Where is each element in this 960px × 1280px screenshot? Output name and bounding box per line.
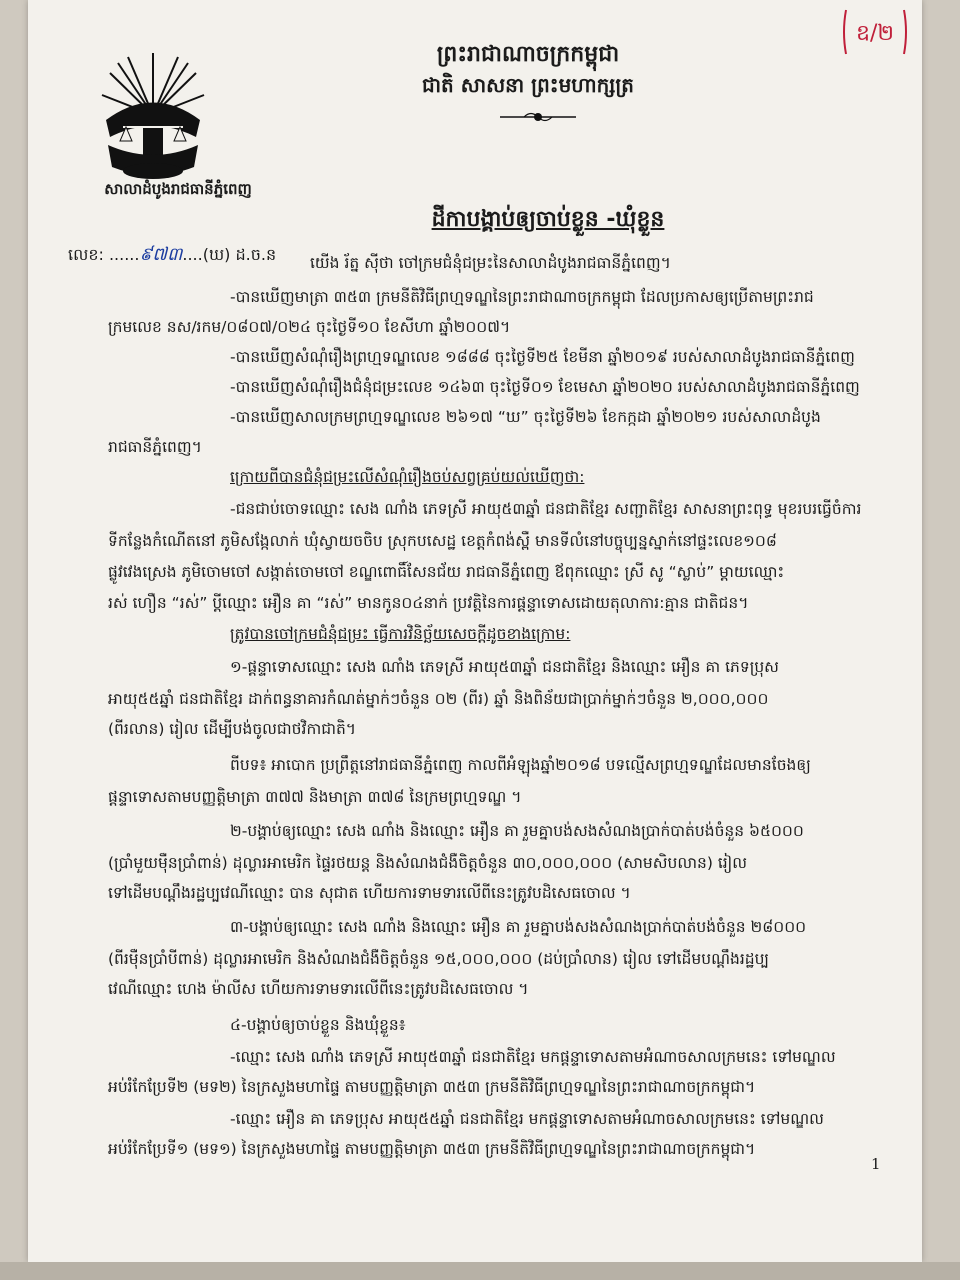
- text-line: ទៅដើមបណ្តឹងរដ្ឋប្បវេណីឈ្មោះ បាន សុជាត ហើយការទាមទារលើពីនេះត្រូវបដិសេធចោល ។: [108, 884, 631, 902]
- text-line: -ឈ្មោះ អឿន គា ភេទប្រុស អាយុ៥៥ឆ្នាំ ជនជាតិខ្មែរ មកផ្តន្ទាទោសតាមអំណាចសាលក្រមនេះ ទៅមណ្ឌល: [230, 1110, 824, 1128]
- text-line: ផ្លូវវេងស្រេង ភូមិចោមចៅ សង្កាត់ចោមចៅ ខណ្ឌពោធិ៍សែនជ័យ រាជធានីភ្នំពេញ ឪពុកឈ្មោះ ស្រី សូ “ស្លាប់” ម្តាយឈ្មោះ: [108, 563, 785, 581]
- text-line: រាជធានីភ្នំពេញ។: [108, 438, 202, 456]
- text-line: -បានឃើញសាលក្រមព្រហ្មទណ្ឌលេខ ២៦១៧ “ឃ” ចុះថ្ងៃទី២៦ ខែកក្កដា ឆ្នាំ២០២១ របស់សាលាដំបូង: [230, 408, 821, 426]
- text-line: ២-បង្គាប់ឲ្យឈ្មោះ សេង ណាំង និងឈ្មោះ អឿន គា រួមគ្នាបង់សងសំណងប្រាក់បាត់បង់ចំនួន ៦៥០០០: [230, 822, 804, 840]
- text-line: ពីបទ៖ អាបោក ប្រព្រឹត្តនៅរាជធានីភ្នំពេញ កាលពីអំឡុងឆ្នាំ២០១៨ បទល្មើសព្រហ្មទណ្ឌដែលមានចែងឲ្យ: [230, 756, 811, 774]
- page-number: 1: [871, 1155, 881, 1173]
- text-line: -ឈ្មោះ សេង ណាំង ភេទស្រី អាយុ៥៣ឆ្នាំ ជនជាតិខ្មែរ មកផ្តន្ទាទោសតាមអំណាចសាលក្រមនេះ ទៅមណ្ឌល: [230, 1048, 836, 1066]
- reference-number: [68, 242, 276, 269]
- text-line: ៣-បង្គាប់ឲ្យឈ្មោះ សេង ណាំង និងឈ្មោះ អឿន គា រួមគ្នាបង់សងសំណងប្រាក់បាត់បង់ចំនួន ២៨០០០: [230, 918, 807, 936]
- text-line: -បានឃើញមាត្រា ៣៥៣ ក្រមនីតិវិធីព្រហ្មទណ្ឌនៃព្រះរាជាណាចក្រកម្ពុជា ដែលប្រកាសឲ្យប្រើតាមព្រះរាជ: [230, 288, 814, 306]
- ref-suffix: ....(ឃ) ដ.ច.ន: [182, 245, 277, 264]
- text-line: (ពីរលាន) រៀល ដើម្បីបង់ចូលជាថវិកាជាតិ។: [108, 720, 357, 738]
- text-line: -ជនជាប់ចោទឈ្មោះ សេង ណាំង ភេទស្រី អាយុ៥៣ឆ្នាំ ជនជាតិខ្មែរ សញ្ជាតិខ្មែរ សាសនាព្រះពុទ្ធ មុខរបរធ្វើចំការ: [230, 500, 862, 518]
- svg-text:ឧ/២: ឧ/២: [855, 21, 895, 46]
- kingdom-heading: ព្រះរាជាណាចក្រកម្ពុជា: [436, 42, 620, 67]
- text-line: ត្រូវបានចៅក្រមជំនុំជម្រះ ធ្វើការវិនិច្ឆ័យសេចក្តីដូចខាងក្រោម:: [230, 625, 571, 643]
- court-name: សាលាដំបូងរាជធានីភ្នំពេញ: [104, 180, 252, 198]
- text-line: អាយុ៥៥ឆ្នាំ ជនជាតិខ្មែរ ដាក់ពន្ធនាគារកំណត់ម្នាក់ៗចំនួន ០២ (ពីរ) ឆ្នាំ និងពិន័យជាប្រាក់ម្នាក់ៗចំនួន ២,០០០,០០០: [108, 690, 769, 708]
- text-line: វេណីឈ្មោះ ហេង ម៉ាលីស ហើយការទាមទារលើពីនេះត្រូវបដិសេធចោល ។: [108, 980, 529, 998]
- text-line: -បានឃើញសំណុំរឿងព្រហ្មទណ្ឌលេខ ១៨៨៨ ចុះថ្ងៃទី២៥ ខែមីនា ឆ្នាំ២០១៩ របស់សាលាដំបូងរាជធានីភ្នំពេញ: [230, 348, 855, 366]
- document-title: ដីកាបង្គាប់ឲ្យចាប់ខ្លួន -ឃុំខ្លួន: [431, 207, 665, 232]
- text-line: (ពីរម៉ឺនប្រាំបីពាន់) ដុល្លារអាមេរិក និងសំណងជំងឺចិត្តចំនួន ១៥,០០០,០០០ (ដប់ប្រាំលាន) រៀល ទៅដើមបណ្តឹងរដ្ឋប្ប: [108, 950, 770, 968]
- text-line: យើង រ័ត្ន ស៊ីថា ចៅក្រមជំនុំជម្រះនៃសាលាដំបូងរាជធានីភ្នំពេញ។: [310, 254, 671, 272]
- text-line: អប់រំកែប្រែទី២ (មទ២) នៃក្រសួងមហាផ្ទៃ តាមបញ្ញត្តិមាត្រា ៣៥៣ ក្រមនីតិវិធីព្រហ្មទណ្ឌនៃព្រះរាជាណាចក្រកម្ពុជា។: [108, 1078, 756, 1096]
- text-line: ក្រោយពីបានជំនុំជម្រះលើសំណុំរឿងចប់សព្វគ្រប់យល់ឃើញថា:: [230, 468, 585, 486]
- text-line: -បានឃើញសំណុំរឿងជំនុំជម្រះលេខ ១៤៦៣ ចុះថ្ងៃទី០១ ខែមេសា ឆ្នាំ២០២០ របស់សាលាដំបូងរាជធានីភ្នំពេញ: [230, 378, 860, 396]
- text-line: ក្រមលេខ នស/រកម/០៨០៧/០២៤ ចុះថ្ងៃទី១០ ខែសីហា ឆ្នាំ២០០៧។: [108, 318, 511, 336]
- text-line: រស់ ហឿន “រស់” ប្តីឈ្មោះ អឿន គា “រស់” មានកូន០៤នាក់ ប្រវត្តិនៃការផ្តន្ទាទោសដោយតុលាការ:គ្មាន ជាតិជន។: [108, 594, 749, 612]
- background-surface: [0, 1262, 960, 1280]
- ornament-divider-icon: [498, 108, 578, 126]
- folio-mark: [840, 6, 910, 58]
- text-line: (ប្រាំមួយម៉ឺនប្រាំពាន់) ដុល្លារអាមេរិក ផ្ទៃរថយន្ត និងសំណងជំងឺចិត្តចំនួន ៣០,០០០,០០០ (សាមសិបលាន) រៀល: [108, 854, 748, 872]
- national-motto: ជាតិ សាសនា ព្រះមហាក្សត្រ: [422, 73, 634, 97]
- text-line: ផ្តន្ទាទោសតាមបញ្ញត្តិមាត្រា ៣៧៧ និងមាត្រា ៣៧៨ នៃក្រមព្រហ្មទណ្ឌ ។: [108, 788, 522, 806]
- document-page: [28, 0, 922, 1262]
- ref-number-handwritten: ៩៧៣: [139, 244, 183, 265]
- text-line: ៤-បង្គាប់ឲ្យចាប់ខ្លួន និងឃុំខ្លួន៖: [230, 1016, 406, 1034]
- ref-prefix: លេខ: ......: [68, 245, 140, 264]
- text-line: ១-ផ្តន្ទាទោសឈ្មោះ សេង ណាំង ភេទស្រី អាយុ៥៣ឆ្នាំ ជនជាតិខ្មែរ និងឈ្មោះ អឿន គា ភេទប្រុស: [230, 658, 779, 676]
- text-line: អប់រំកែប្រែទី១ (មទ១) នៃក្រសួងមហាផ្ទៃ តាមបញ្ញត្តិមាត្រា ៣៥៣ ក្រមនីតិវិធីព្រហ្មទណ្ឌនៃព្រះរាជាណាចក្រកម្ពុជា។: [108, 1140, 756, 1158]
- text-line: ទីកន្លែងកំណើតនៅ ភូមិសង្កែលាក់ ឃុំស្វាយចចិប ស្រុកបសេដ្ឋ ខេត្តកំពង់ស្ពឺ មានទីលំនៅបច្ចុប្បន្នស្នាក់នៅផ្ទះលេខ១០៨: [108, 532, 777, 550]
- court-emblem-icon: [98, 45, 208, 185]
